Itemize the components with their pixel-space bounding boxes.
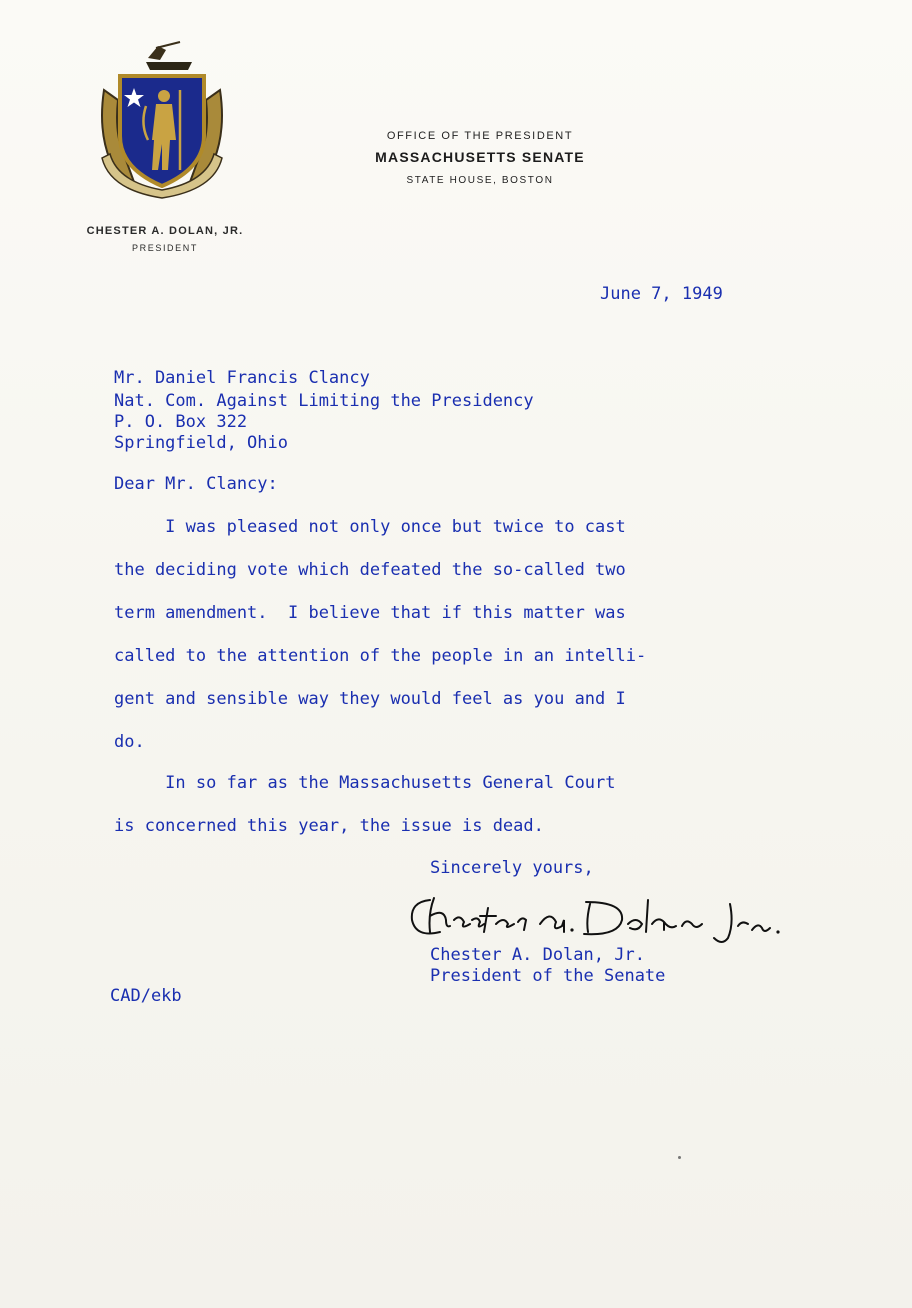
body-line: gent and sensible way they would feel as you and I [114, 689, 626, 709]
massachusetts-seal-icon [96, 40, 228, 200]
handwritten-signature [400, 880, 800, 950]
president-name: CHESTER A. DOLAN, JR. [86, 225, 244, 237]
body-line: the deciding vote which defeated the so-called two [114, 560, 626, 580]
body-line: called to the attention of the people in an intelli- [114, 646, 647, 666]
typist-initials: CAD/ekb [110, 986, 182, 1006]
office-heading: OFFICE OF THE PRESIDENT [386, 130, 574, 142]
signer-name: Chester A. Dolan, Jr. [430, 945, 645, 965]
signer-title: President of the Senate [430, 966, 666, 986]
recipient-line: Springfield, Ohio [114, 433, 288, 453]
letter-date: June 7, 1949 [600, 284, 723, 304]
senate-heading: MASSACHUSETTS SENATE [375, 149, 585, 165]
recipient-line: P. O. Box 322 [114, 412, 248, 432]
closing: Sincerely yours, [430, 858, 594, 878]
body-line: I was pleased not only once but twice to cast [114, 517, 626, 537]
recipient-line: Nat. Com. Against Limiting the Presidency [114, 391, 534, 411]
president-title: PRESIDENT [132, 243, 198, 253]
recipient-line: Mr. Daniel Francis Clancy [114, 368, 370, 388]
body-line: In so far as the Massachusetts General Court [114, 773, 616, 793]
paper-speck [678, 1156, 681, 1159]
body-line: term amendment. I believe that if this matter was [114, 603, 626, 623]
body-line: is concerned this year, the issue is dead. [114, 816, 544, 836]
body-line: do. [114, 732, 145, 752]
salutation: Dear Mr. Clancy: [114, 474, 278, 494]
address-heading: STATE HOUSE, BOSTON [406, 175, 554, 186]
